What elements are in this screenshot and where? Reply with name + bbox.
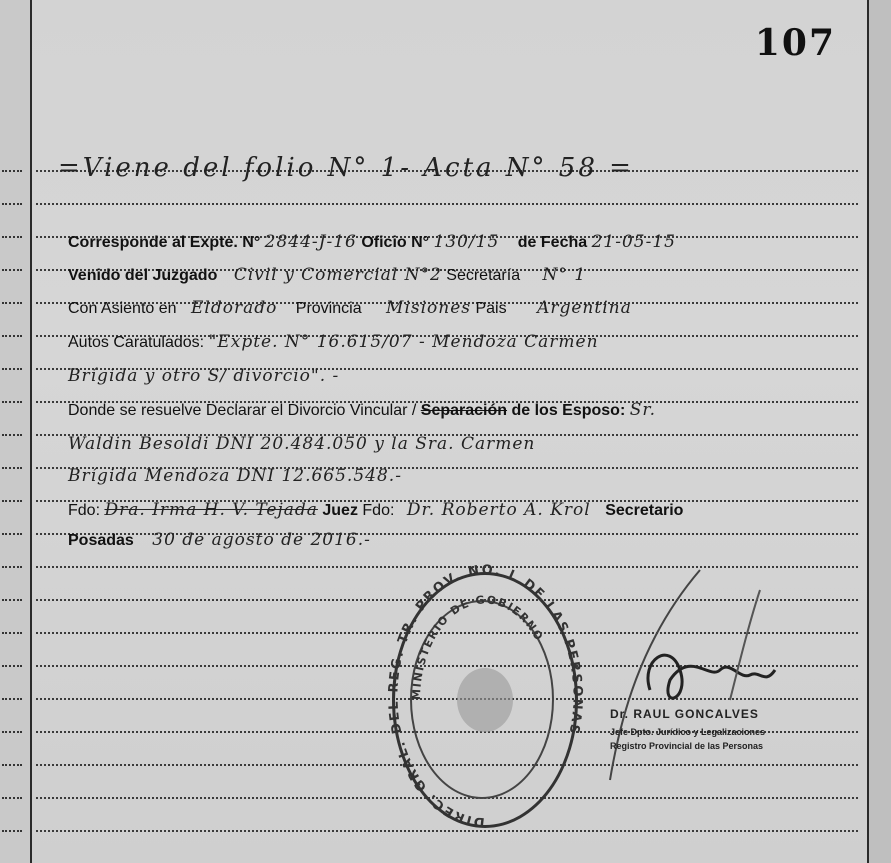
margin-tick bbox=[2, 599, 22, 601]
fdo2-label: Fdo: bbox=[362, 502, 395, 519]
margin-tick bbox=[2, 401, 22, 403]
margin-tick bbox=[2, 566, 22, 568]
pais-label: Pais bbox=[475, 300, 507, 317]
posadas-label: Posadas bbox=[68, 532, 134, 549]
margin-tick bbox=[2, 434, 22, 436]
folio-number: 107 bbox=[754, 22, 836, 64]
signer-title-2: Registro Provincial de las Personas bbox=[610, 741, 764, 751]
fdo-label: Fdo: bbox=[68, 502, 101, 519]
margin-tick bbox=[2, 632, 22, 634]
juez-label: Juez bbox=[322, 502, 358, 519]
signer-title-1: Jefe Dpto. Jurídico y Legalizaciones bbox=[610, 727, 766, 737]
margin-tick bbox=[2, 665, 22, 667]
left-binding-margin bbox=[0, 0, 31, 863]
seal-inner-text: MINISTERIO DE GOBIERNO bbox=[409, 593, 546, 701]
juez-value: Dra. Irma H. V. Tejada bbox=[104, 500, 318, 520]
secretaria-value: N° 1 bbox=[542, 265, 587, 285]
right-margin bbox=[867, 0, 891, 863]
pais-value: Argentina bbox=[537, 298, 632, 318]
asiento-label: Con Asiento en bbox=[68, 300, 177, 317]
secretario-label: Secretario bbox=[605, 502, 684, 519]
resuelve-text: Donde se resuelve Declarar el Divorcio Vincular / bbox=[68, 402, 417, 419]
esposos-line3: Brígida Mendoza DNI 12.665.548.- bbox=[68, 466, 402, 486]
seal-lettering bbox=[380, 560, 590, 840]
signer-block bbox=[610, 707, 765, 751]
margin-tick bbox=[2, 764, 22, 766]
handwritten-signature bbox=[580, 560, 810, 790]
line-resuelve bbox=[68, 400, 656, 420]
esposos-line2: Waldin Besoldi DNI 20.484.050 y la Sra. Carmen bbox=[68, 434, 536, 454]
autos-value-line1: "Expte. N° 16.615/07 - Mendoza Carmen bbox=[208, 332, 599, 352]
signer-name: Dr. RAUL GONCALVES bbox=[610, 707, 759, 721]
seal-outer-text: DIREC. GRAL. DEL REG. TR. PROV. NO. L DE LAS PERSONAS bbox=[386, 562, 585, 830]
line-expte bbox=[68, 232, 676, 252]
secretario-value: Dr. Roberto A. Krol bbox=[406, 500, 591, 520]
margin-tick bbox=[2, 731, 22, 733]
margin-tick bbox=[2, 236, 22, 238]
line-autos bbox=[68, 332, 599, 352]
ruled-line bbox=[36, 203, 858, 205]
oficio-value: 130/15 bbox=[433, 232, 500, 252]
margin-tick bbox=[2, 533, 22, 535]
separacion-text: Separación bbox=[420, 402, 508, 419]
fecha-label: de Fecha bbox=[517, 234, 588, 251]
margin-tick bbox=[2, 698, 22, 700]
line-firmas bbox=[68, 500, 683, 520]
margin-tick bbox=[2, 368, 22, 370]
margin-tick bbox=[2, 797, 22, 799]
fecha-value: 21-05-15 bbox=[591, 232, 676, 252]
header-handwritten: =Viene del folio N° 1- Acta N° 58 = bbox=[58, 153, 634, 183]
margin-tick bbox=[2, 830, 22, 832]
provincia-label: Provincia bbox=[295, 300, 362, 317]
margin-tick bbox=[2, 467, 22, 469]
margin-tick bbox=[2, 335, 22, 337]
autos-label: Autos Caratulados: bbox=[68, 334, 205, 351]
oficio-label: Oficio N° bbox=[361, 234, 430, 251]
line-posadas bbox=[68, 530, 371, 550]
secretaria-label: Secretaría bbox=[446, 267, 521, 284]
expte-label: Corresponde al Expte. N° bbox=[68, 234, 261, 251]
juzgado-label: Venido del Juzgado bbox=[68, 267, 218, 284]
autos-value-line2: Brígida y otro S/ divorcio". - bbox=[68, 366, 340, 386]
margin-tick bbox=[2, 269, 22, 271]
margin-tick bbox=[2, 170, 22, 172]
juzgado-value: Civil y Comercial N°2 bbox=[233, 265, 442, 285]
esposos-label: de los Esposo: bbox=[511, 402, 626, 419]
margin-tick bbox=[2, 203, 22, 205]
line-asiento bbox=[68, 298, 632, 318]
asiento-value: Eldorado bbox=[190, 298, 278, 318]
margin-tick bbox=[2, 302, 22, 304]
esposos-value-a: Sr. bbox=[629, 400, 657, 420]
provincia-value: Misiones bbox=[386, 298, 472, 318]
line-juzgado bbox=[68, 265, 586, 285]
margin-tick bbox=[2, 500, 22, 502]
expte-value: 2844-J-16 bbox=[264, 232, 357, 252]
posadas-value: 30 de agosto de 2016.- bbox=[152, 530, 371, 550]
seal-emblem-icon bbox=[457, 668, 513, 732]
